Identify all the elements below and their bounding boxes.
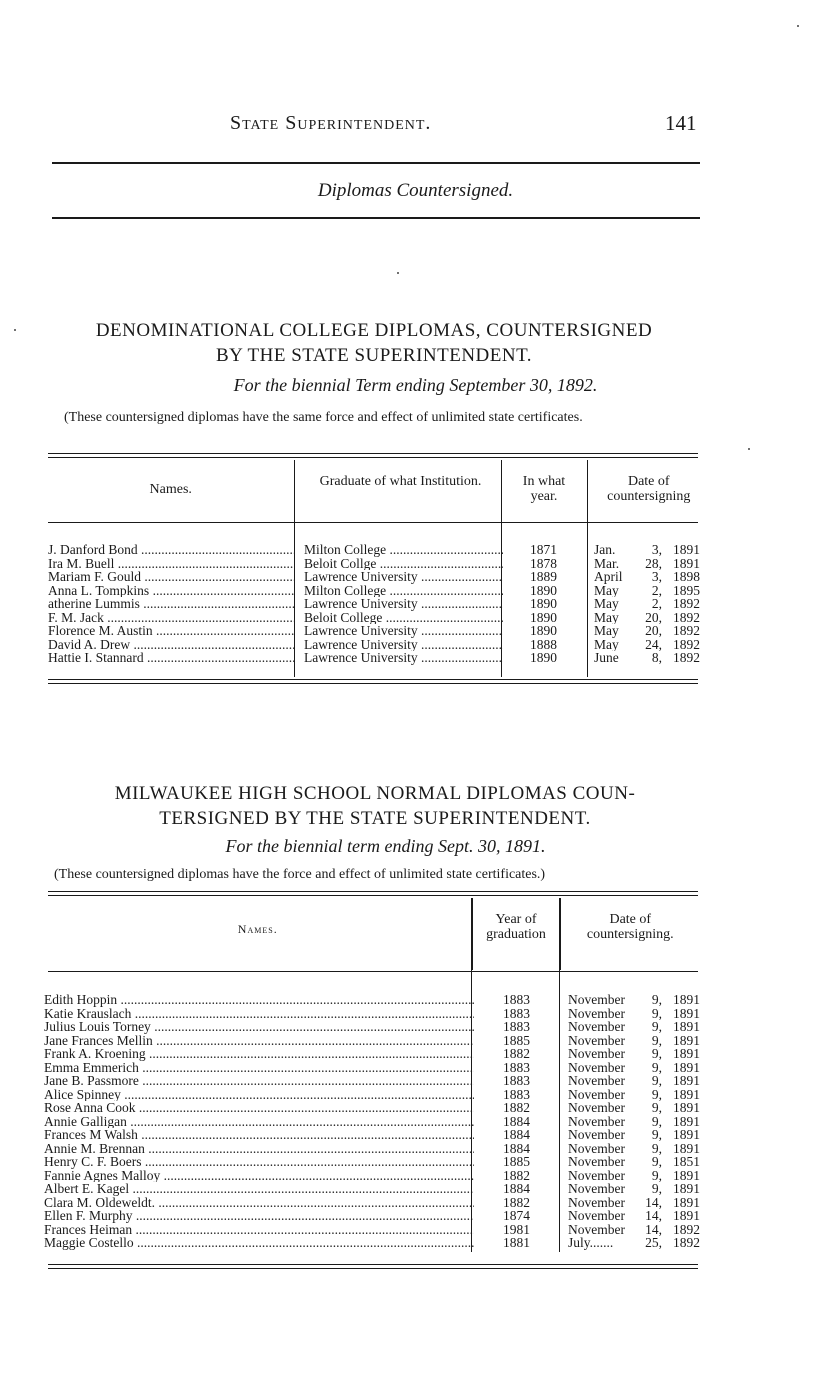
section2-note: (These countersigned diplomas have the force and effect of unlimited state certificates.): [54, 867, 546, 882]
row-name: David A. Drew .....: [48, 638, 294, 652]
row-date-day: 9,: [651, 993, 662, 1007]
row-name: Hattie I. Stannard .....: [48, 651, 294, 665]
running-header-title: State Superintendent.: [230, 112, 432, 134]
row-date: [559, 1236, 700, 1250]
row-date-day: 9,: [651, 1128, 662, 1142]
row-name: Frank A. Kroening .....: [44, 1047, 474, 1061]
row-date: [559, 1074, 700, 1088]
table2-row: [44, 1101, 700, 1115]
header-rule-bottom: [52, 217, 700, 219]
table2-header-year: Year of graduation: [472, 898, 560, 970]
table1-rule-top: [48, 453, 698, 454]
row-date: [559, 1128, 700, 1142]
row-name: Henry C. F. Boers .....: [44, 1155, 474, 1169]
row-date: [559, 1047, 700, 1061]
row-name: Annie M. Brennan .....: [44, 1142, 474, 1156]
row-date-day: 9,: [651, 1155, 662, 1169]
table2-rule-bottom2: [48, 1268, 698, 1269]
row-date-month: November: [568, 1114, 625, 1128]
table2-row: [44, 1034, 700, 1048]
row-date-year: 1891: [673, 993, 700, 1007]
row-year: 1882: [503, 1168, 530, 1182]
row-date-year: 1891: [673, 1047, 700, 1061]
row-date-month: November: [568, 1087, 625, 1101]
row-date-year: 1891: [673, 1141, 700, 1155]
row-name: Frances M Walsh .....: [44, 1128, 474, 1142]
table2-rule-top: [48, 891, 698, 892]
row-date: [584, 557, 700, 571]
row-institution: Lawrence University .....: [294, 570, 503, 584]
row-name: Frances Heiman .....: [44, 1223, 474, 1237]
row-name: Jane B. Passmore .....: [44, 1074, 474, 1088]
row-name: Edith Hoppin .....: [44, 993, 474, 1007]
row-date: [559, 1007, 700, 1021]
row-date-year: 1892: [673, 637, 700, 651]
row-date: [559, 1088, 700, 1102]
row-date-day: 3,: [651, 570, 662, 584]
row-year: 1890: [530, 597, 557, 611]
row-date-month: November: [568, 1101, 625, 1115]
table1-header-institution: Graduate of what Institution.: [294, 460, 501, 522]
row-name: Jane Frances Mellin .....: [44, 1034, 474, 1048]
row-date-month: November: [568, 1155, 625, 1169]
row-date-month: November: [568, 1141, 625, 1155]
row-date-month: May: [594, 637, 619, 651]
page-number: 141: [665, 111, 697, 135]
row-year: 1882: [503, 1047, 530, 1061]
row-date: [559, 993, 700, 1007]
row-name: Ira M. Buell .....: [48, 557, 294, 571]
row-date-day: 9,: [651, 1087, 662, 1101]
row-date-year: 1851: [673, 1155, 700, 1169]
row-year: 1890: [530, 651, 557, 665]
table2-row: [44, 1020, 700, 1034]
row-date-year: 1891: [673, 1209, 700, 1223]
row-date-month: November: [568, 1195, 625, 1209]
row-date-month: November: [568, 1047, 625, 1061]
table2-header-rule: [48, 971, 698, 972]
row-date-day: 28,: [645, 556, 662, 570]
row-date-year: 1891: [673, 1182, 700, 1196]
row-institution: Beloit Collge .....: [294, 557, 503, 571]
row-date: [559, 1155, 700, 1169]
row-date: [559, 1169, 700, 1183]
row-name: Anna L. Tompkins .....: [48, 584, 294, 598]
table2-row: [44, 1196, 700, 1210]
table1-header-date: Date of countersigning: [587, 460, 700, 522]
row-name: Fannie Agnes Malloy .....: [44, 1169, 474, 1183]
row-year: 1883: [503, 1074, 530, 1088]
table2-row: [44, 1142, 700, 1156]
row-date: [584, 624, 700, 638]
row-date-month: November: [568, 1168, 625, 1182]
row-date: [559, 1196, 700, 1210]
row-name: Rose Anna Cook .....: [44, 1101, 474, 1115]
row-date-day: 9,: [651, 1020, 662, 1034]
table2-row: [44, 1074, 700, 1088]
row-date-year: 1891: [673, 1060, 700, 1074]
row-date-year: 1891: [673, 543, 700, 557]
row-date-day: 20,: [645, 624, 662, 638]
row-date-month: May: [594, 624, 619, 638]
section1-term: For the biennial Term ending September 30, 1892.: [233, 375, 598, 395]
table1-row: [48, 584, 700, 598]
row-date: [584, 584, 700, 598]
section1-note: (These countersigned diplomas have the same force and effect of unlimited state certificates.: [64, 410, 583, 425]
table2-header-date: Date of countersigning.: [560, 898, 700, 970]
row-name: J. Danford Bond .....: [48, 543, 294, 557]
row-year: 1884: [503, 1141, 530, 1155]
row-date-day: 2,: [651, 583, 662, 597]
row-date-month: November: [568, 1033, 625, 1047]
row-date-day: 9,: [651, 1047, 662, 1061]
row-date-year: 1891: [673, 1128, 700, 1142]
row-date-month: November: [568, 1222, 625, 1236]
row-date-month: May: [594, 583, 619, 597]
table2-row: [44, 1007, 700, 1021]
print-speck: [797, 25, 799, 27]
row-date: [584, 651, 700, 665]
row-year: 1882: [503, 1195, 530, 1209]
table2-row: [44, 1128, 700, 1142]
table2-vline-2: [559, 898, 560, 1252]
table1-row: [48, 597, 700, 611]
row-year: 1883: [503, 993, 530, 1007]
row-year: 1885: [503, 1033, 530, 1047]
table1: [48, 460, 700, 522]
row-date-year: 1892: [673, 651, 700, 665]
row-date-day: 9,: [651, 1182, 662, 1196]
row-date-year: 1891: [673, 1114, 700, 1128]
row-date: [559, 1034, 700, 1048]
header-rule-top: [52, 162, 700, 164]
print-speck: [397, 272, 399, 274]
section1-title: DENOMINATIONAL COLLEGE DIPLOMAS, COUNTERSIGNED BY THE STATE SUPERINTENDENT.: [95, 320, 653, 366]
row-date: [559, 1061, 700, 1075]
table2-row: [44, 1209, 700, 1223]
row-date-year: 1892: [673, 610, 700, 624]
table2-row: [44, 1169, 700, 1183]
row-date-month: Jan.: [594, 543, 616, 557]
row-name: Annie Galligan .....: [44, 1115, 474, 1129]
row-year: 1889: [530, 570, 557, 584]
row-date: [584, 638, 700, 652]
table1-vline-1: [294, 460, 295, 677]
row-date-day: 9,: [651, 1141, 662, 1155]
table2-rule-top2: [48, 895, 698, 896]
row-name: Florence M. Austin .....: [48, 624, 294, 638]
row-date-day: 9,: [651, 1114, 662, 1128]
row-date: [584, 597, 700, 611]
row-date-day: 20,: [645, 610, 662, 624]
row-name: Emma Emmerich .....: [44, 1061, 474, 1075]
table2-row: [44, 1223, 700, 1237]
row-year: 1871: [530, 543, 557, 557]
row-date-year: 1892: [673, 1222, 700, 1236]
row-date-year: 1891: [673, 1020, 700, 1034]
row-date: [559, 1209, 700, 1223]
table2-row: [44, 993, 700, 1007]
row-date-year: 1892: [673, 1236, 700, 1250]
table2-body: [44, 993, 700, 1250]
row-year: 1981: [503, 1222, 530, 1236]
row-year: 1890: [530, 610, 557, 624]
row-date-day: 3,: [651, 543, 662, 557]
row-year: 1884: [503, 1182, 530, 1196]
row-date-month: Mar.: [594, 556, 620, 570]
row-institution: Lawrence University .....: [294, 597, 503, 611]
row-date-month: November: [568, 1006, 625, 1020]
row-date-year: 1891: [673, 1087, 700, 1101]
row-date-day: 14,: [645, 1222, 662, 1236]
row-institution: Lawrence University .....: [294, 651, 503, 665]
table1-rule-bottom2: [48, 683, 698, 684]
table2: [44, 898, 700, 970]
row-date-month: May: [594, 610, 619, 624]
section2-title: MILWAUKEE HIGH SCHOOL NORMAL DIPLOMAS COUN- TERSIGNED BY THE STATE SUPERINTENDENT.: [114, 783, 636, 829]
print-speck: [14, 329, 16, 331]
row-year: 1883: [503, 1020, 530, 1034]
row-date-month: June: [594, 651, 619, 665]
row-date-month: November: [568, 1074, 625, 1088]
table1-body: [48, 543, 700, 665]
row-date-year: 1895: [673, 583, 700, 597]
row-date-day: 8,: [651, 651, 662, 665]
row-date-month: July.......: [568, 1236, 614, 1250]
row-date-day: 2,: [651, 597, 662, 611]
table1-row: [48, 638, 700, 652]
table2-vline-1: [471, 898, 472, 1252]
row-year: 1885: [503, 1155, 530, 1169]
section2-term: For the biennial term ending Sept. 30, 1891.: [225, 836, 546, 856]
row-date-day: 9,: [651, 1033, 662, 1047]
print-speck: [748, 448, 750, 450]
table2-row: [44, 1061, 700, 1075]
row-date-year: 1892: [673, 624, 700, 638]
row-date-day: 25,: [645, 1236, 662, 1250]
row-date-year: 1891: [673, 1168, 700, 1182]
row-name: Albert E. Kagel .....: [44, 1182, 474, 1196]
row-year: 1881: [503, 1236, 530, 1250]
row-date-month: November: [568, 1209, 625, 1223]
row-name: Ellen F. Murphy .....: [44, 1209, 474, 1223]
row-year: 1883: [503, 1060, 530, 1074]
row-date-month: November: [568, 1060, 625, 1074]
row-date-month: April: [594, 570, 623, 584]
table1-header-rule: [48, 522, 698, 523]
row-name: Julius Louis Torney .....: [44, 1020, 474, 1034]
row-date-day: 9,: [651, 1168, 662, 1182]
row-date-month: November: [568, 1020, 625, 1034]
row-date: [584, 543, 700, 557]
row-name: Katie Krauslach .....: [44, 1007, 474, 1021]
row-date: [584, 570, 700, 584]
row-date-year: 1891: [673, 1074, 700, 1088]
row-name: Mariam F. Gould .....: [48, 570, 294, 584]
row-date-day: 14,: [645, 1195, 662, 1209]
subheading: Diplomas Countersigned.: [317, 180, 514, 201]
row-year: 1878: [530, 556, 557, 570]
row-date: [559, 1223, 700, 1237]
row-date-year: 1891: [673, 1195, 700, 1209]
table2-row: [44, 1115, 700, 1129]
row-date-day: 9,: [651, 1060, 662, 1074]
row-date-year: 1898: [673, 570, 700, 584]
table1-row: [48, 557, 700, 571]
row-year: 1884: [503, 1128, 530, 1142]
row-date-month: November: [568, 1182, 625, 1196]
table1-rule-top2: [48, 457, 698, 458]
row-date-year: 1892: [673, 597, 700, 611]
row-year: 1883: [503, 1006, 530, 1020]
row-year: 1890: [530, 583, 557, 597]
row-institution: Lawrence University .....: [294, 624, 503, 638]
table1-row: [48, 624, 700, 638]
table1-header-year: In what year.: [501, 460, 587, 522]
row-year: 1888: [530, 637, 557, 651]
table2-rule-bottom: [48, 1264, 698, 1265]
table1-vline-3: [587, 460, 588, 677]
row-year: 1890: [530, 624, 557, 638]
row-institution: Beloit College .....: [294, 611, 503, 625]
row-date-month: November: [568, 993, 625, 1007]
row-date: [559, 1182, 700, 1196]
table2-row: [44, 1236, 700, 1250]
row-date-day: 9,: [651, 1074, 662, 1088]
table2-header-names: Names.: [237, 922, 278, 936]
row-date-month: May: [594, 597, 619, 611]
row-institution: Lawrence University .....: [294, 638, 503, 652]
row-date-year: 1891: [673, 1006, 700, 1020]
row-year: 1884: [503, 1114, 530, 1128]
row-date-year: 1891: [673, 1033, 700, 1047]
row-name: Maggie Costello .....: [44, 1236, 474, 1250]
row-name: Clara M. Oldeweldt. .....: [44, 1196, 474, 1210]
table1-row: [48, 543, 700, 557]
table1-vline-2: [501, 460, 502, 677]
row-institution: Milton College .....: [294, 584, 503, 598]
table2-row: [44, 1155, 700, 1169]
table2-row: [44, 1088, 700, 1102]
row-date: [559, 1101, 700, 1115]
row-date: [559, 1020, 700, 1034]
row-date-year: 1891: [673, 1101, 700, 1115]
row-date: [559, 1142, 700, 1156]
row-year: 1882: [503, 1101, 530, 1115]
row-date-day: 14,: [645, 1209, 662, 1223]
row-year: 1874: [503, 1209, 530, 1223]
row-date-year: 1891: [673, 556, 700, 570]
row-year: 1883: [503, 1087, 530, 1101]
row-name: atherine Lummis .....: [48, 597, 294, 611]
table1-row: [48, 611, 700, 625]
row-date-day: 24,: [645, 637, 662, 651]
row-date: [559, 1115, 700, 1129]
row-date-day: 9,: [651, 1101, 662, 1115]
row-name: Alice Spinney .....: [44, 1088, 474, 1102]
table1-row: [48, 651, 700, 665]
table2-row: [44, 1047, 700, 1061]
row-date-month: November: [568, 1128, 625, 1142]
table1-rule-bottom: [48, 679, 698, 680]
row-institution: Milton College .....: [294, 543, 503, 557]
row-name: F. M. Jack .....: [48, 611, 294, 625]
row-date-day: 9,: [651, 1006, 662, 1020]
table1-row: [48, 570, 700, 584]
table1-header-names: Names.: [149, 482, 192, 497]
row-date: [584, 611, 700, 625]
table2-row: [44, 1182, 700, 1196]
